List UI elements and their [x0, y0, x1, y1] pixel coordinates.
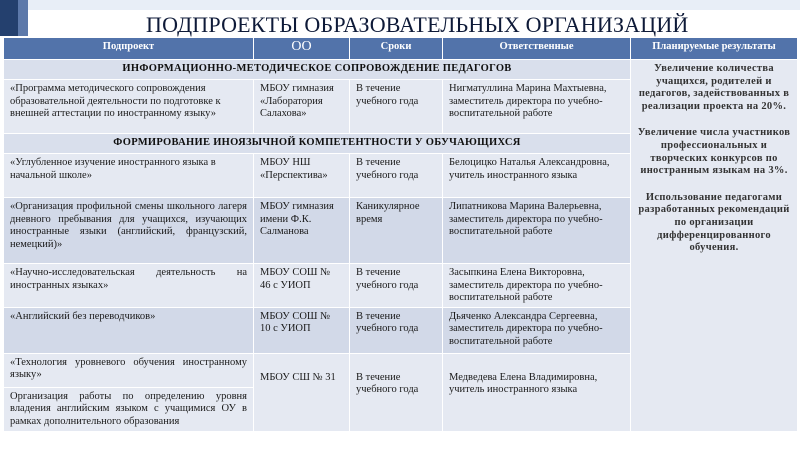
slide-title: ПОДПРОЕКТЫ ОБРАЗОВАТЕЛЬНЫХ ОРГАНИЗАЦИЙ: [146, 12, 689, 37]
section-row-1: [4, 60, 798, 80]
cell-subproject: «Английский без переводчиков»: [4, 307, 254, 353]
cell-responsible: Засыпкина Елена Викторовна, заместитель директора по учебно-воспитательной работе: [443, 264, 631, 308]
cell-terms: В течение учебного года: [350, 307, 443, 353]
header-responsible: Ответственные: [443, 38, 631, 60]
subprojects-table: [3, 37, 798, 432]
cell-terms: Каникулярное время: [350, 198, 443, 264]
left-accent-block: [0, 0, 18, 36]
cell-subproject: «Технология уровневого обучения иностранному языку»: [4, 353, 254, 387]
header-terms: Сроки: [350, 38, 443, 60]
top-decor-bar: [0, 0, 800, 10]
cell-org: МБОУ гимназия имени Ф.К. Салманова: [254, 198, 350, 264]
cell-subproject-extra: Организация работы по определению уровня владения английским языком с учащимися ОУ в рамках дополнительного образования: [4, 387, 254, 431]
cell-subproject: «Программа методического сопровождения образовательной деятельности по подготовке к внешней аттестации по иностранному языку»: [4, 80, 254, 134]
cell-responsible: Медведева Елена Владимировна, учитель иностранного языка: [443, 353, 631, 431]
cell-org: МБОУ СОШ № 46 с УИОП: [254, 264, 350, 308]
header-org: ОО: [254, 38, 350, 60]
header-results: Планируемые результаты: [631, 38, 798, 60]
cell-org: МБОУ гимназия «Лаборатория Салахова»: [254, 80, 350, 134]
left-accent-stripe: [18, 0, 28, 36]
cell-org: МБОУ НШ «Перспектива»: [254, 154, 350, 198]
cell-subproject: «Углубленное изучение иностранного языка в начальной школе»: [4, 154, 254, 198]
header-subproject: Подпроект: [4, 38, 254, 60]
result-item: Увеличение числа участников профессиональных и творческих конкурсов по иностранным языкам на 3%.: [637, 127, 791, 177]
cell-org: МБОУ СШ № 31: [254, 353, 350, 431]
cell-responsible: Липатникова Марина Валерьевна, заместитель директора по учебно-воспитательной работе: [443, 198, 631, 264]
cell-responsible: Белоцицко Наталья Александровна, учитель иностранного языка: [443, 154, 631, 198]
cell-subproject: «Организация профильной смены школьного лагеря дневного пребывания для учащихся, изучающих иностранные языки (английский, французский, немецкий)»: [4, 198, 254, 264]
planned-results-cell: [631, 60, 798, 432]
cell-terms: В течение учебного года: [350, 264, 443, 308]
cell-org: МБОУ СОШ № 10 с УИОП: [254, 307, 350, 353]
result-item: Увеличение количества учащихся, родителей и педагогов, задействованных в реализации проекта на 20%.: [638, 63, 790, 112]
section-title-2: ФОРМИРОВАНИЕ ИНОЯЗЫЧНОЙ КОМПЕТЕНТНОСТИ У ОБУЧАЮЩИХСЯ: [4, 134, 631, 154]
cell-terms: В течение учебного года: [350, 80, 443, 134]
cell-terms: В течение учебного года: [350, 154, 443, 198]
cell-subproject: «Научно-исследовательская деятельность на иностранных языках»: [4, 264, 254, 308]
cell-responsible: Дьяченко Александра Сергеевна, заместитель директора по учебно-воспитательной работе: [443, 307, 631, 353]
section-title-1: ИНФОРМАЦИОННО-МЕТОДИЧЕСКОЕ СОПРОВОЖДЕНИЕ ПЕДАГОГОВ: [4, 60, 631, 80]
cell-terms: В течение учебного года: [350, 353, 443, 431]
cell-responsible: Нигматуллина Марина Махтыевна, заместитель директора по учебно-воспитательной работе: [443, 80, 631, 134]
table-header-row: [4, 38, 798, 60]
result-item: Использование педагогами разработанных рекомендаций по организации дифференцированного обучения.: [638, 191, 790, 254]
